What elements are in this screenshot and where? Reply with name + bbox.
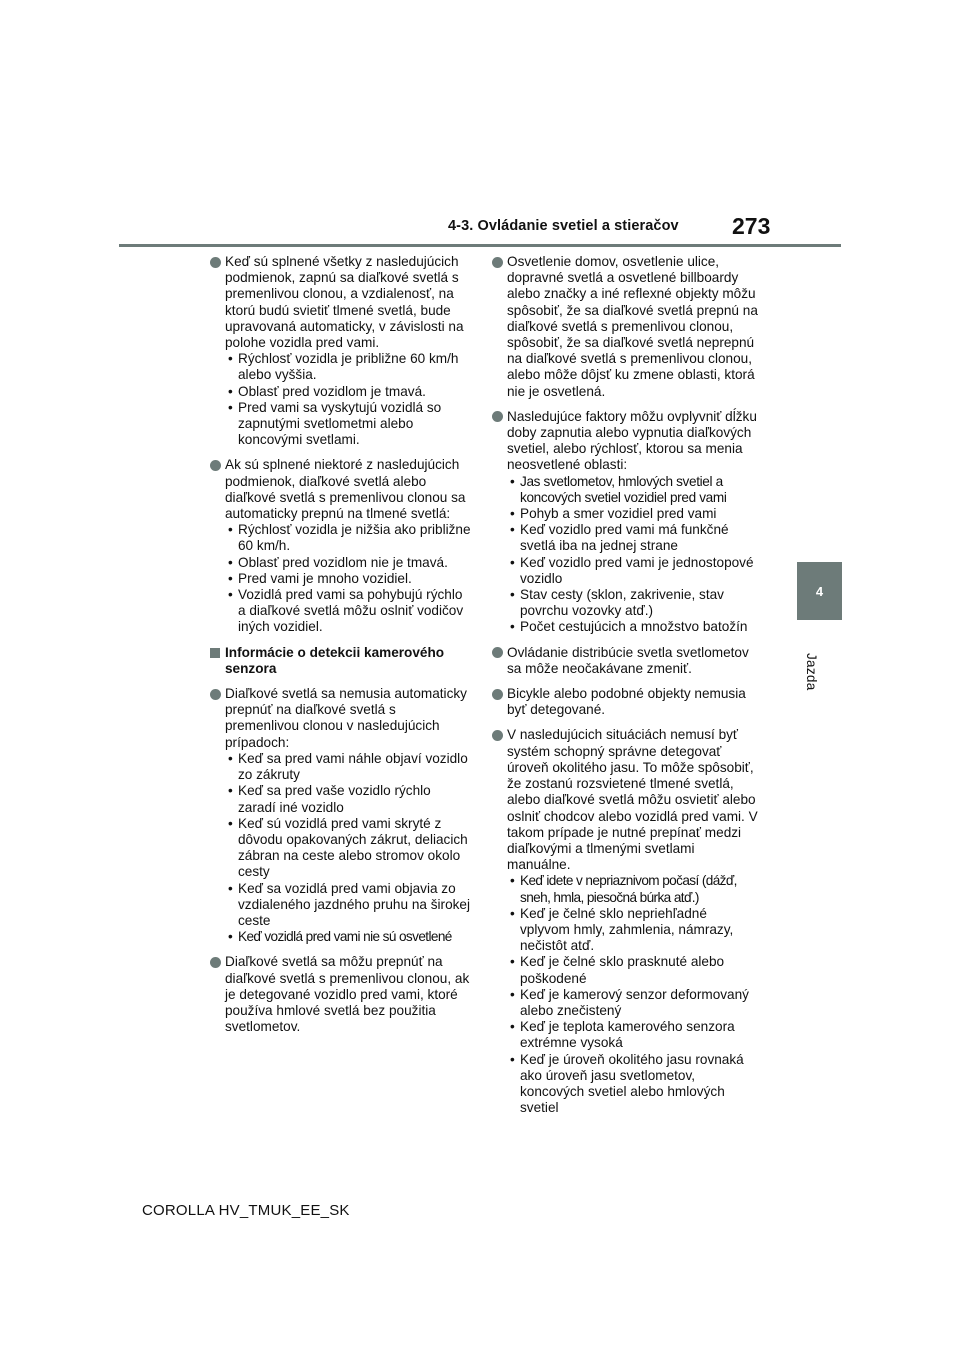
sub-item: • Rýchlosť vozidla je približne 60 km/h alebo vyššia. (225, 351, 471, 383)
bullet-text: Ak sú splnené niektoré z nasledujúcich podmienok, diaľkové svetlá alebo diaľkové svetlá s premenlivou clonou sa automaticky prepnú na tlmené svetlá: (225, 457, 466, 522)
sub-item: • Keď sa vozidlá pred vami objavia zo vzdialeného jazdného pruhu na širokej ceste (225, 881, 471, 930)
bullet-item (209, 686, 471, 945)
bullet-item (491, 254, 759, 400)
bullet-text: Diaľkové svetlá sa nemusia automaticky prepnúť na diaľkové svetlá s premenlivou clonou v nasledujúcich prípadoch: (225, 686, 467, 750)
circle-bullet-icon (210, 460, 221, 471)
section-heading-text: Informácie o detekcii kamerového senzora (225, 644, 445, 676)
sub-item: • Keď idete v nepriaznivom počasí (dážď, sneh, hmla, piesočná búrka atď.) (507, 873, 759, 905)
chapter-label: Jazda (804, 653, 819, 691)
circle-bullet-icon (492, 647, 503, 658)
bullet-text: Osvetlenie domov, osvetlenie ulice, dopravné svetlá a osvetlené billboardy alebo značky a iné reflexné objekty môžu spôsobiť, že sa diaľkové svetlá prepnú na diaľkové svetlá s premenlivou clonou, spôsobiť, že sa diaľkové svetlá neprepnú na diaľkové svetlá s premenlivou clonou, alebo môže dôjsť ku zmene oblasti, ktorá nie je osvetlená. (507, 254, 758, 399)
sub-list (225, 522, 471, 635)
bullet-item (491, 686, 759, 718)
left-column (209, 254, 471, 1044)
bullet-text: Bicykle alebo podobné objekty nemusia byť detegované. (507, 686, 746, 718)
page-number: 273 (732, 213, 771, 239)
bullet-text: V nasledujúcich situáciách nemusí byť systém schopný správne detegovať úroveň okolitého jasu. To môže spôsobiť, že zostanú rozsvietené tlmené svetlá, alebo diaľkové svetlá môžu osvietiť alebo oslniť chodcov alebo vozidlá pred vami. V takom prípade je nutné prepínať medzi diaľkovými a tlmenými svetlami manuálne. (507, 727, 758, 873)
sub-item: • Keď je teplota kamerového senzora extrémne vysoká (507, 1019, 759, 1051)
sub-item: • Oblasť pred vozidlom je tmavá. (225, 384, 471, 400)
bullet-text: Nasledujúce faktory môžu ovplyvniť dĺžku doby zapnutia alebo vypnutia diaľkových svetiel, alebo rýchlosť, ktorou sa menia neosvetlené oblasti: (507, 408, 757, 473)
circle-bullet-icon (210, 689, 221, 700)
sub-item: • Pred vami sa vyskytujú vozidlá so zapnutými svetlometmi alebo koncovými svetlami. (225, 400, 471, 449)
sub-item: • Keď je úroveň okolitého jasu rovnaká ako úroveň jasu svetlometov, koncových svetiel alebo hmlových svetiel (507, 1052, 759, 1117)
bullet-text: Diaľkové svetlá sa môžu prepnúť na diaľkové svetlá s premenlivou clonou, ak je detegované vozidlo pred vami, ktoré používa hmlové svetlá bez použitia svetlometov. (225, 954, 470, 1035)
sub-item: • Pohyb a smer vozidiel pred vami (507, 506, 759, 522)
bullet-text: Keď sú splnené všetky z nasledujúcich podmienok, zapnú sa diaľkové svetlá s premenlivou clonou, a vzdialenosť, na ktorú budú svietiť tlmené svetlá, bude upravovaná automaticky, v závislosti na polohe vozidla pred vami. (225, 254, 464, 351)
sub-item: • Keď je čelné sklo prasknuté alebo poškodené (507, 954, 759, 986)
sub-item: • Keď vozidlo pred vami je jednostopové vozidlo (507, 555, 759, 587)
bullet-item (209, 457, 471, 635)
bullet-item (491, 409, 759, 636)
chapter-tab: 4 (797, 562, 842, 620)
right-column (491, 254, 759, 1125)
circle-bullet-icon (492, 730, 503, 741)
circle-bullet-icon (492, 411, 503, 422)
sub-item: • Stav cesty (sklon, zakrivenie, stav povrchu vozovky atď.) (507, 587, 759, 619)
sub-item: • Pred vami je mnoho vozidiel. (225, 571, 471, 587)
circle-bullet-icon (210, 257, 221, 268)
bullet-item (209, 254, 471, 448)
bullet-item (491, 727, 759, 1116)
circle-bullet-icon (492, 257, 503, 268)
sub-list (225, 351, 471, 448)
sub-item: • Počet cestujúcich a množstvo batožín (507, 619, 759, 635)
sub-list (225, 751, 471, 945)
sub-item: • Jas svetlometov, hmlových svetiel a koncových svetiel vozidiel pred vami (507, 474, 759, 506)
bullet-text: Ovládanie distribúcie svetla svetlometov sa môže neočakávane zmeniť. (507, 644, 749, 676)
sub-list (507, 474, 759, 636)
sub-item: • Keď sa pred vaše vozidlo rýchlo zaradí iné vozidlo (225, 783, 471, 815)
bullet-item (491, 645, 759, 677)
sub-item: • Keď sú vozidlá pred vami skryté z dôvodu opakovaných zákrut, deliacich zábran na ceste alebo stromov okolo cesty (225, 816, 471, 881)
sub-item: • Keď vozidlo pred vami má funkčné svetlá iba na jednej strane (507, 522, 759, 554)
sub-list (507, 873, 759, 1116)
header-title: 4-3. Ovládanie svetiel a stieračov (448, 218, 679, 234)
footer-document-id: COROLLA HV_TMUK_EE_SK (142, 1202, 350, 1219)
section-heading (209, 645, 471, 677)
bullet-item (209, 954, 471, 1035)
sub-item: • Keď je kamerový senzor deformovaný alebo znečistený (507, 987, 759, 1019)
sub-item: • Keď sa pred vami náhle objaví vozidlo zo zákruty (225, 751, 471, 783)
sub-item: • Keď vozidlá pred vami nie sú osvetlené (225, 929, 471, 945)
sub-item: • Oblasť pred vozidlom nie je tmavá. (225, 555, 471, 571)
sub-item: • Keď je čelné sklo nepriehľadné vplyvom hmly, zahmlenia, námrazy, nečistôt atď. (507, 906, 759, 955)
header-rule (119, 244, 841, 247)
circle-bullet-icon (492, 689, 503, 700)
square-bullet-icon (210, 648, 220, 658)
sub-item: • Vozidlá pred vami sa pohybujú rýchlo a diaľkové svetlá môžu oslniť vodičov iných vozidiel. (225, 587, 471, 636)
circle-bullet-icon (210, 957, 221, 968)
sub-item: • Rýchlosť vozidla je nižšia ako približne 60 km/h. (225, 522, 471, 554)
